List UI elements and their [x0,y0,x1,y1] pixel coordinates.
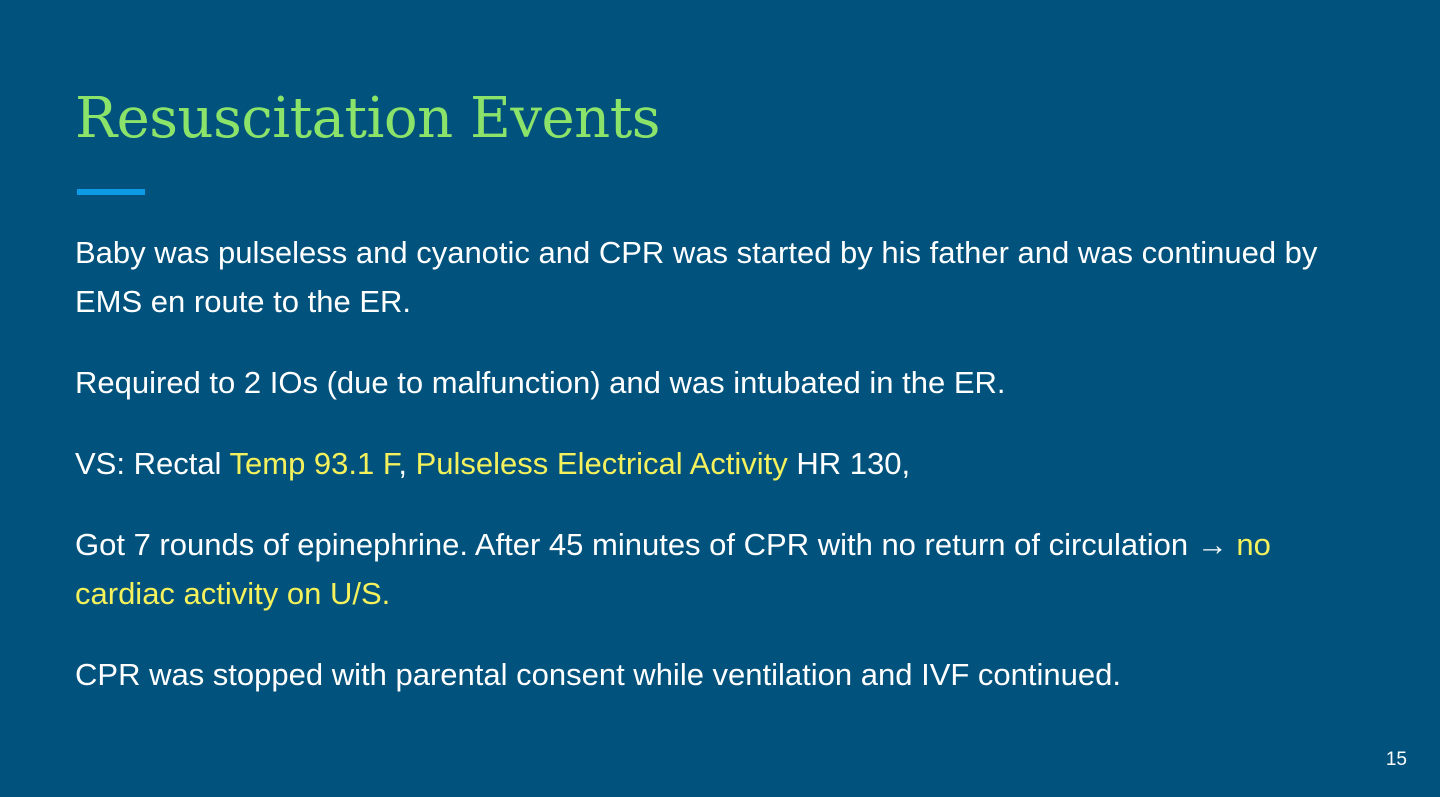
slide-body [75,228,1375,731]
paragraph-epinephrine [75,520,1375,618]
paragraph-ios: Required to 2 IOs (due to malfunction) and was intubated in the ER. [75,365,1006,400]
vitals-temp-highlight: Temp 93.1 F [229,446,399,481]
page-number: 15 [1385,749,1407,770]
vitals-pea-highlight: Pulseless Electrical Activity [415,446,788,481]
vitals-prefix: VS: Rectal [75,446,230,481]
paragraph-cpr-start: Baby was pulseless and cyanotic and CPR was started by his father and was continued by EMS en route to the ER. [75,235,1318,319]
paragraph-vitals [75,439,1375,488]
slide-title: Resuscitation Events [75,86,660,151]
vitals-suffix: HR 130, [787,446,911,481]
cardiac-activity-highlight: no cardiac activity on U/S. [75,527,1271,611]
paragraph-cpr-stopped: CPR was stopped with parental consent while ventilation and IVF continued. [75,657,1121,692]
vitals-separator: , [398,446,416,481]
title-accent-bar [77,189,145,195]
epinephrine-text: Got 7 rounds of epinephrine. After 45 minutes of CPR with no return of circulation → [75,527,1237,562]
